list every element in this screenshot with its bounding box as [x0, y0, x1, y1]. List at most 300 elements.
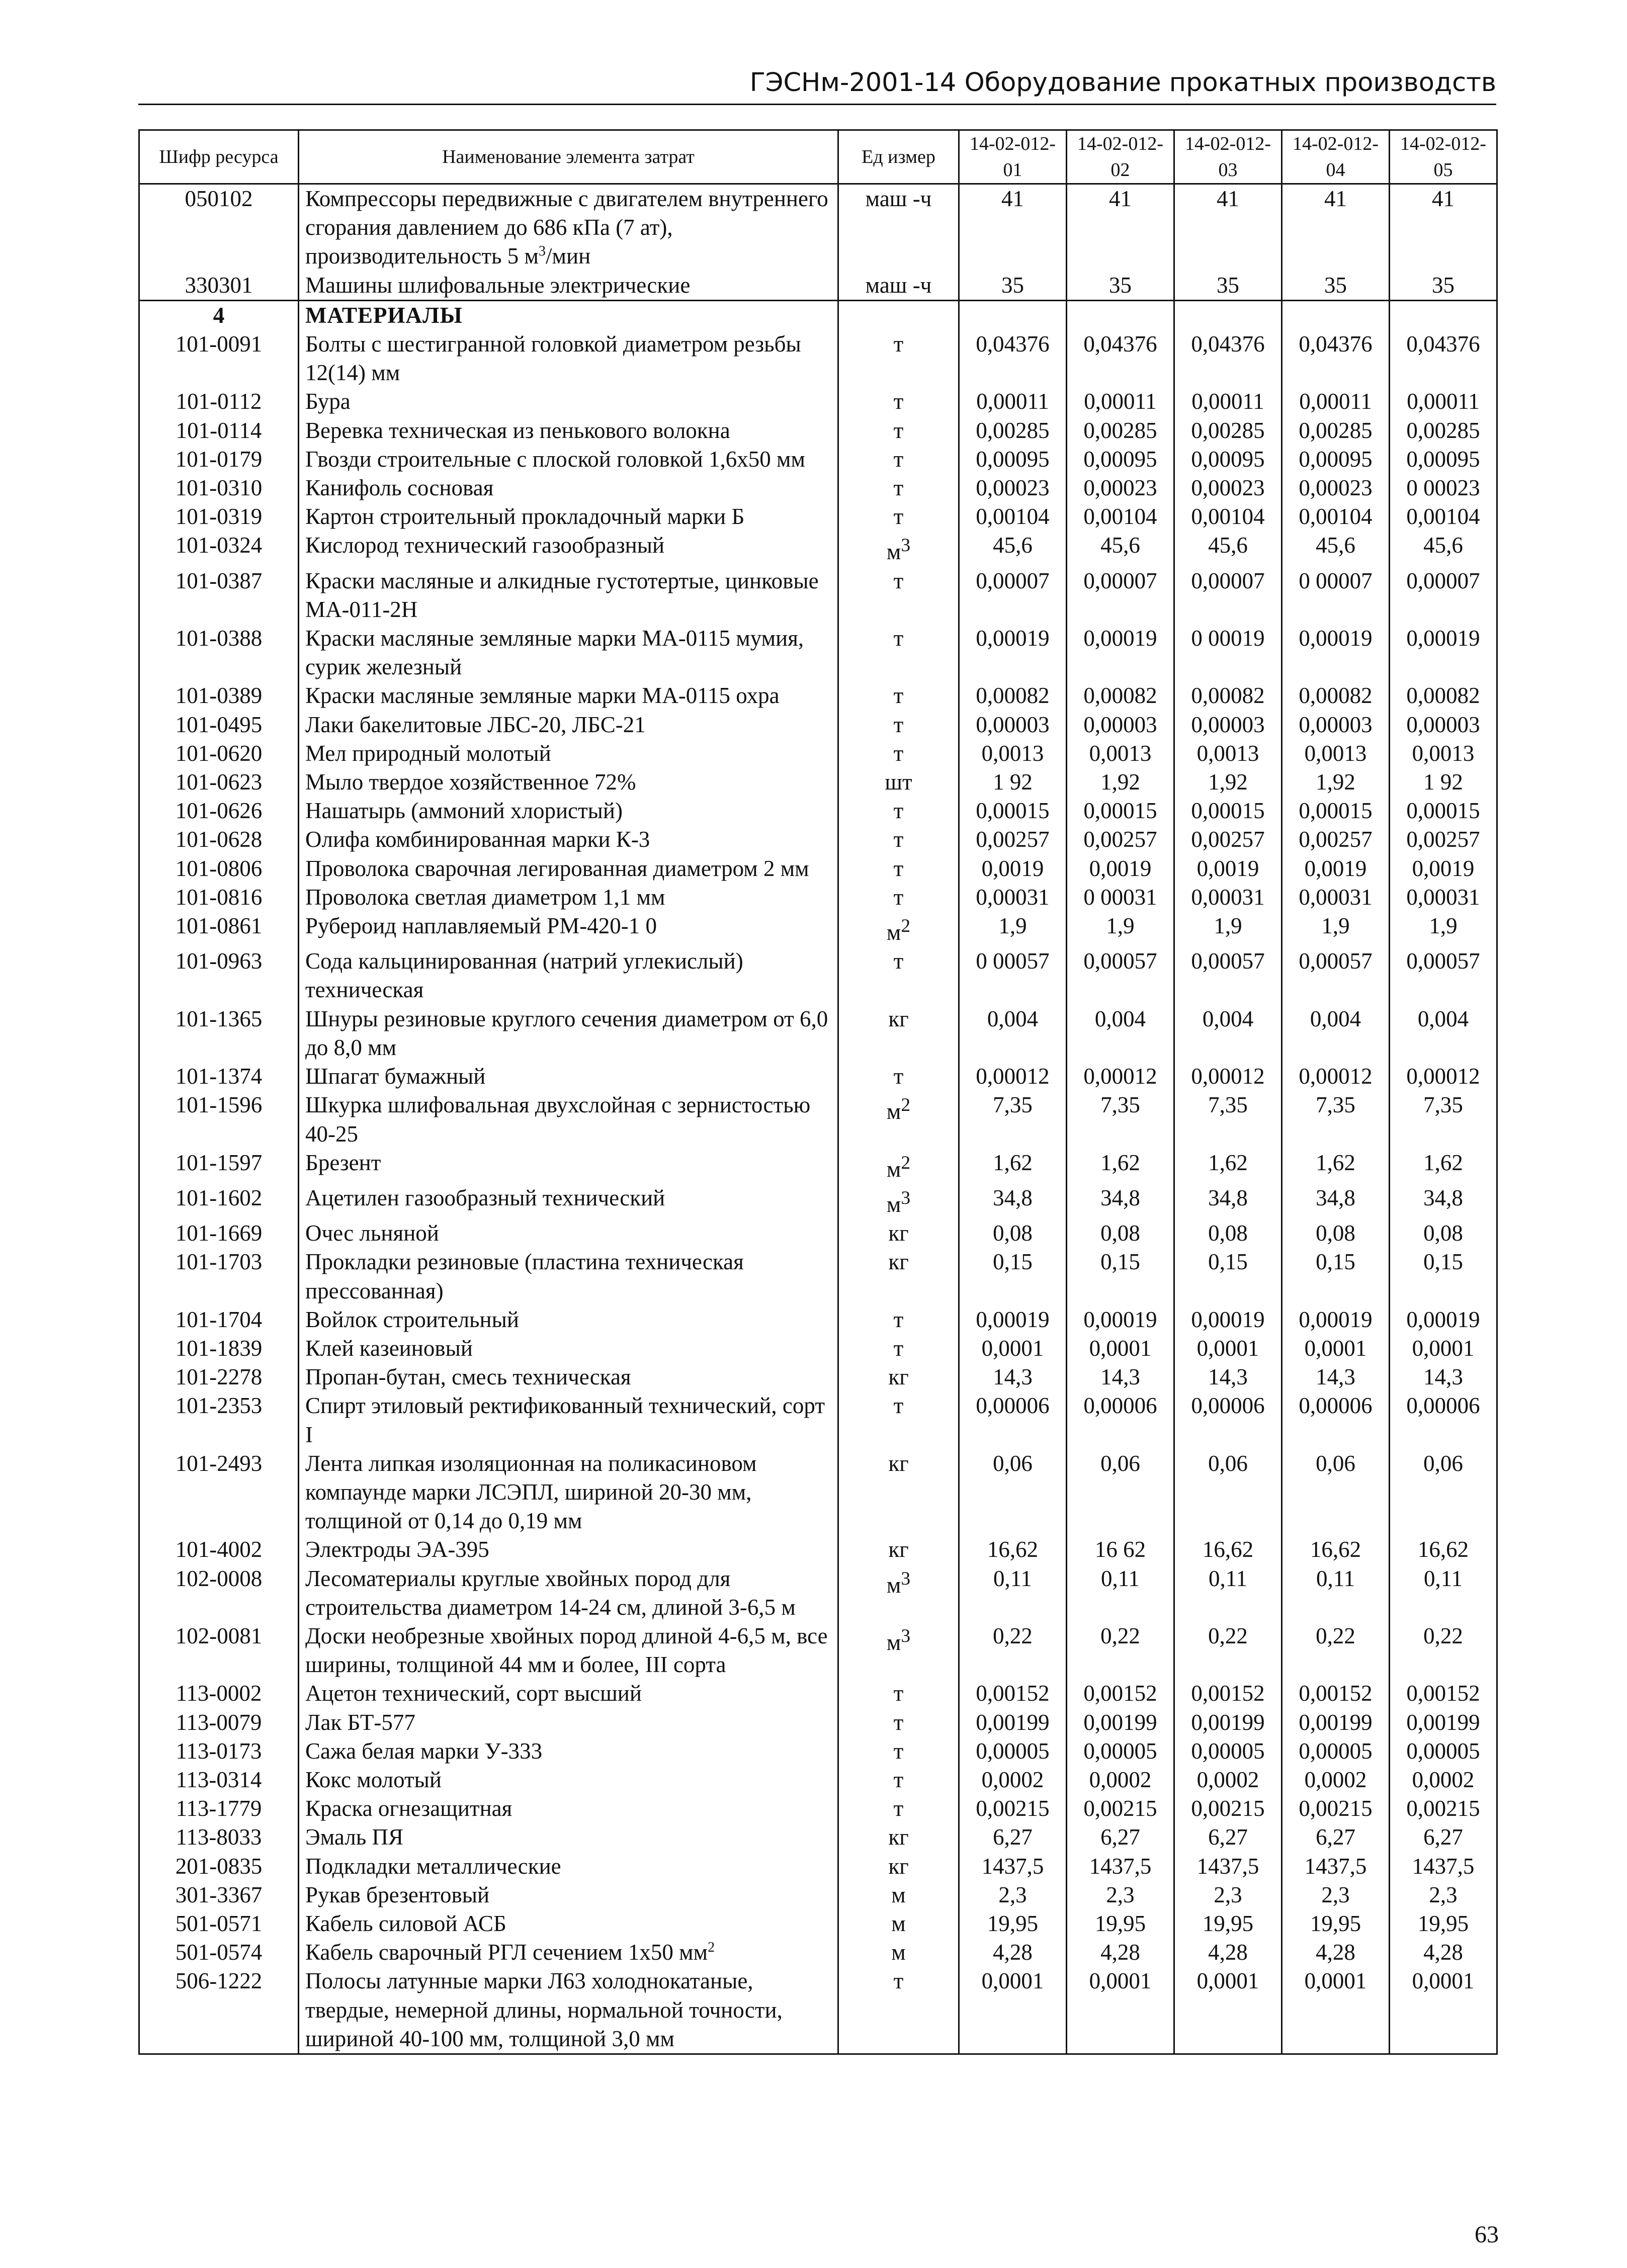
value-cell: 0,00057	[1390, 947, 1497, 1004]
value-cell: 0,00057	[1282, 947, 1390, 1004]
value-cell: 0,00095	[959, 445, 1067, 474]
value-cell	[1174, 300, 1282, 330]
unit-cell: маш -ч	[838, 184, 959, 271]
value-cell: 0,004	[1390, 1005, 1497, 1062]
resource-name: Картон строительный прокладочный марки Б	[299, 502, 838, 531]
value-cell: 0,22	[959, 1622, 1067, 1679]
value-cell: 0,00005	[959, 1737, 1067, 1766]
value-cell: 6,27	[1282, 1823, 1390, 1852]
value-cell: 0,0013	[1174, 739, 1282, 768]
value-cell: 7,35	[1282, 1091, 1390, 1148]
value-cell: 0,00006	[1067, 1391, 1174, 1449]
unit-cell: т	[838, 1391, 959, 1449]
value-cell: 0,00019	[1282, 624, 1390, 681]
unit-cell: $м^3$	[838, 1564, 959, 1622]
table-row	[139, 1766, 1497, 1794]
value-cell: 0,00012	[1282, 1062, 1390, 1091]
resource-name: Машины шлифовальные электрические	[299, 271, 838, 301]
unit-cell: $м^3$	[838, 531, 959, 566]
value-cell: 0,004	[1174, 1005, 1282, 1062]
resource-code: 101-0388	[139, 624, 299, 681]
value-cell: 0,00095	[1390, 445, 1497, 474]
table-row	[139, 1679, 1497, 1708]
unit-cell: т	[838, 567, 959, 624]
resource-code: 4	[139, 300, 299, 330]
value-cell: 41	[1174, 184, 1282, 271]
value-cell: 0,00007	[1067, 567, 1174, 624]
table-body	[139, 184, 1497, 2054]
value-cell: 2,3	[959, 1881, 1067, 1909]
value-cell: 0,00095	[1282, 445, 1390, 474]
value-cell: 0,0002	[1067, 1766, 1174, 1794]
unit-cell: т	[838, 330, 959, 387]
resource-name: Гвозди строительные с плоской головкой 1,6х50 мм	[299, 445, 838, 474]
value-cell: 0 00023	[1390, 474, 1497, 502]
table-row	[139, 1708, 1497, 1737]
col-header-v5: 14-02-012-05	[1390, 130, 1497, 184]
table-row	[139, 1219, 1497, 1248]
unit-cell: м	[838, 1909, 959, 1938]
resource-name: Кокс молотый	[299, 1766, 838, 1794]
resource-name: Брезент	[299, 1149, 838, 1184]
unit-cell: т	[838, 947, 959, 1004]
value-cell: 0,00215	[959, 1794, 1067, 1823]
value-cell: 0,0019	[1282, 854, 1390, 883]
value-cell: 0,00215	[1390, 1794, 1497, 1823]
value-cell: 0,0019	[1390, 854, 1497, 883]
value-cell: 0,0019	[1067, 854, 1174, 883]
value-cell	[1282, 300, 1390, 330]
value-cell: 0,00023	[1282, 474, 1390, 502]
value-cell: 0,00199	[1174, 1708, 1282, 1737]
value-cell: 0,00082	[1282, 681, 1390, 710]
value-cell: 4,28	[1067, 1938, 1174, 1967]
unit-cell: маш -ч	[838, 271, 959, 301]
value-cell: 0,004	[959, 1005, 1067, 1062]
resource-name: Полосы латунные марки Л63 холоднокатаные, твердые, немерной длины, нормальной точности, шириной 40-100 мм, толщиной 3,0 мм	[299, 1967, 838, 2054]
resource-code: 101-2278	[139, 1363, 299, 1391]
value-cell: 0,00011	[1282, 387, 1390, 416]
table-row	[139, 947, 1497, 1004]
value-cell: 0,06	[1067, 1449, 1174, 1536]
value-cell: 2,3	[1282, 1881, 1390, 1909]
value-cell: 0 00057	[959, 947, 1067, 1004]
resource-code: 101-0091	[139, 330, 299, 387]
value-cell: 41	[1067, 184, 1174, 271]
value-cell: 0,22	[1282, 1622, 1390, 1679]
resource-code: 101-0963	[139, 947, 299, 1004]
table-row	[139, 1823, 1497, 1852]
value-cell: 0,00152	[1067, 1679, 1174, 1708]
value-cell: 45,6	[1390, 531, 1497, 566]
value-cell: 4,28	[1390, 1938, 1497, 1967]
value-cell: 1,62	[1390, 1149, 1497, 1184]
table-row	[139, 1622, 1497, 1679]
value-cell: 0,00215	[1067, 1794, 1174, 1823]
value-cell: 45,6	[1174, 531, 1282, 566]
value-cell: 14,3	[1390, 1363, 1497, 1391]
value-cell: 0,11	[1390, 1564, 1497, 1622]
resource-code: 113-8033	[139, 1823, 299, 1852]
table-row	[139, 1794, 1497, 1823]
value-cell: 0,00104	[1390, 502, 1497, 531]
resource-code: 101-0626	[139, 797, 299, 825]
value-cell: 16,62	[1282, 1535, 1390, 1564]
table-row	[139, 681, 1497, 710]
resource-code: 102-0081	[139, 1622, 299, 1679]
value-cell: 6,27	[1174, 1823, 1282, 1852]
value-cell: 1,9	[1174, 912, 1282, 947]
unit-cell: $м^2$	[838, 1149, 959, 1184]
value-cell: 0,08	[1067, 1219, 1174, 1248]
resource-code: 101-0628	[139, 825, 299, 854]
page-header-title: ГЭСНм-2001-14 Оборудование прокатных производств	[749, 68, 1496, 98]
value-cell: 4,28	[959, 1938, 1067, 1967]
unit-cell: кг	[838, 1219, 959, 1248]
resource-name: Компрессоры передвижные с двигателем внутреннего сгорания давлением до 686 кПа (7 ат), производительность 5 $м^3$/мин	[299, 184, 838, 271]
value-cell: 0,00031	[959, 883, 1067, 912]
value-cell: 0,00082	[1390, 681, 1497, 710]
value-cell: 0,00152	[1390, 1679, 1497, 1708]
value-cell: 0,0013	[959, 739, 1067, 768]
value-cell: 0,00011	[959, 387, 1067, 416]
unit-cell: т	[838, 797, 959, 825]
unit-cell: $м^3$	[838, 1184, 959, 1219]
resource-code: 101-1597	[139, 1149, 299, 1184]
resource-code: 501-0571	[139, 1909, 299, 1938]
resource-code: 101-0861	[139, 912, 299, 947]
unit-cell: т	[838, 1967, 959, 2054]
value-cell: 0,22	[1174, 1622, 1282, 1679]
value-cell: 0,00012	[1174, 1062, 1282, 1091]
value-cell: 0,0001	[1282, 1967, 1390, 2054]
resource-name: Эмаль ПЯ	[299, 1823, 838, 1852]
value-cell: 1,9	[1282, 912, 1390, 947]
value-cell: 35	[1390, 271, 1497, 301]
section-row	[139, 300, 1497, 330]
table-row	[139, 1305, 1497, 1334]
unit-cell: кг	[838, 1005, 959, 1062]
value-cell: 34,8	[1390, 1184, 1497, 1219]
resource-code: 101-0387	[139, 567, 299, 624]
value-cell: 0,0013	[1282, 739, 1390, 768]
table-row	[139, 768, 1497, 797]
value-cell: 14,3	[1067, 1363, 1174, 1391]
resource-name: Шнуры резиновые круглого сечения диаметром от 6,0 до 8,0 мм	[299, 1005, 838, 1062]
value-cell: 0,08	[1174, 1219, 1282, 1248]
table-row	[139, 1391, 1497, 1449]
value-cell: 0,15	[1067, 1248, 1174, 1305]
value-cell: 0,06	[1174, 1449, 1282, 1536]
unit-cell: т	[838, 1679, 959, 1708]
value-cell: 0,04376	[1282, 330, 1390, 387]
unit-cell: т	[838, 416, 959, 445]
value-cell: 0,00104	[1067, 502, 1174, 531]
value-cell: 0,11	[1174, 1564, 1282, 1622]
value-cell: 0,00257	[1390, 825, 1497, 854]
resource-code: 101-0389	[139, 681, 299, 710]
table-row	[139, 1938, 1497, 1967]
resource-name: Канифоль сосновая	[299, 474, 838, 502]
resource-code: 113-0079	[139, 1708, 299, 1737]
resource-name: Краска огнезащитная	[299, 1794, 838, 1823]
resource-code: 101-0623	[139, 768, 299, 797]
value-cell: 19,95	[959, 1909, 1067, 1938]
value-cell: 0 00007	[1282, 567, 1390, 624]
resource-code: 101-0310	[139, 474, 299, 502]
value-cell	[959, 300, 1067, 330]
value-cell: 0,00015	[959, 797, 1067, 825]
resource-name: Сода кальцинированная (натрий углекислый) техническая	[299, 947, 838, 1004]
value-cell: 0,00257	[1067, 825, 1174, 854]
value-cell: 14,3	[1174, 1363, 1282, 1391]
unit-cell: кг	[838, 1248, 959, 1305]
value-cell: 0,00005	[1390, 1737, 1497, 1766]
unit-cell: кг	[838, 1535, 959, 1564]
resource-name: Очес льняной	[299, 1219, 838, 1248]
unit-cell: т	[838, 739, 959, 768]
value-cell: 0,04376	[1174, 330, 1282, 387]
unit-cell: т	[838, 711, 959, 739]
resource-code: 101-1365	[139, 1005, 299, 1062]
value-cell: 45,6	[1067, 531, 1174, 566]
resource-name: Доски необрезные хвойных пород длиной 4-6,5 м, все ширины, толщиной 44 мм и более, III сорта	[299, 1622, 838, 1679]
value-cell: 0,00285	[1067, 416, 1174, 445]
table-row	[139, 1184, 1497, 1219]
value-cell: 0,00082	[1174, 681, 1282, 710]
value-cell: 1437,5	[1282, 1852, 1390, 1881]
value-cell: 0,0001	[1174, 1334, 1282, 1363]
table-row	[139, 445, 1497, 474]
resource-name: Ацетон технический, сорт высший	[299, 1679, 838, 1708]
value-cell: 0,00003	[959, 711, 1067, 739]
table-row	[139, 330, 1497, 387]
value-cell: 35	[1174, 271, 1282, 301]
table-row	[139, 1248, 1497, 1305]
value-cell: 7,35	[1390, 1091, 1497, 1148]
resource-code: 201-0835	[139, 1852, 299, 1881]
value-cell: 0,0013	[1067, 739, 1174, 768]
value-cell: 0,0001	[959, 1334, 1067, 1363]
resource-code: 102-0008	[139, 1564, 299, 1622]
value-cell: 0,00003	[1390, 711, 1497, 739]
value-cell: 0,00011	[1174, 387, 1282, 416]
value-cell: 16 62	[1067, 1535, 1174, 1564]
value-cell: 1437,5	[959, 1852, 1067, 1881]
unit-cell: т	[838, 1708, 959, 1737]
value-cell: 41	[1282, 184, 1390, 271]
resource-code: 101-1704	[139, 1305, 299, 1334]
value-cell: 0,00019	[1282, 1305, 1390, 1334]
value-cell: 19,95	[1067, 1909, 1174, 1938]
unit-cell: т	[838, 1305, 959, 1334]
value-cell: 35	[1067, 271, 1174, 301]
value-cell: 0 00031	[1067, 883, 1174, 912]
resource-name: Спирт этиловый ректификованный технический, сорт I	[299, 1391, 838, 1449]
resource-name: Краски масляные и алкидные густотертые, цинковые МА-011-2Н	[299, 567, 838, 624]
table-row	[139, 1967, 1497, 2054]
value-cell: 0,00215	[1282, 1794, 1390, 1823]
value-cell: 0,00152	[1174, 1679, 1282, 1708]
value-cell: 0,00019	[1174, 1305, 1282, 1334]
table-row	[139, 797, 1497, 825]
value-cell: 0,0013	[1390, 739, 1497, 768]
value-cell: 0,00095	[1174, 445, 1282, 474]
col-header-v3: 14-02-012-03	[1174, 130, 1282, 184]
value-cell: 0,004	[1067, 1005, 1174, 1062]
col-header-code: Шифр ресурса	[139, 130, 299, 184]
unit-cell: т	[838, 1737, 959, 1766]
value-cell: 0,00019	[1390, 624, 1497, 681]
value-cell: 0,00007	[959, 567, 1067, 624]
value-cell: 4,28	[1282, 1938, 1390, 1967]
table-row	[139, 825, 1497, 854]
unit-cell: $м^2$	[838, 912, 959, 947]
value-cell: 0,0002	[959, 1766, 1067, 1794]
unit-cell: кг	[838, 1363, 959, 1391]
table-row	[139, 1334, 1497, 1363]
value-cell: 7,35	[959, 1091, 1067, 1148]
unit-cell: т	[838, 883, 959, 912]
value-cell: 0,04376	[959, 330, 1067, 387]
value-cell: 0,15	[1174, 1248, 1282, 1305]
value-cell: 0,00006	[1390, 1391, 1497, 1449]
resource-name: Клей казеиновый	[299, 1334, 838, 1363]
value-cell: 0,00104	[959, 502, 1067, 531]
value-cell: 0,00199	[959, 1708, 1067, 1737]
value-cell	[1067, 300, 1174, 330]
value-cell: 1,9	[959, 912, 1067, 947]
value-cell: 0,08	[1390, 1219, 1497, 1248]
value-cell: 1437,5	[1390, 1852, 1497, 1881]
value-cell: 0,00199	[1282, 1708, 1390, 1737]
resource-name: Рукав брезентовый	[299, 1881, 838, 1909]
resource-name: Войлок строительный	[299, 1305, 838, 1334]
resource-code: 501-0574	[139, 1938, 299, 1967]
table-row	[139, 271, 1497, 301]
resource-name: Сажа белая марки У-333	[299, 1737, 838, 1766]
resource-name: Лаки бакелитовые ЛБС-20, ЛБС-21	[299, 711, 838, 739]
resource-name: Кабель силовой АСБ	[299, 1909, 838, 1938]
value-cell: 0,00006	[1174, 1391, 1282, 1449]
value-cell: 0,06	[1390, 1449, 1497, 1536]
col-header-name: Наименование элемента затрат	[299, 130, 838, 184]
table-row	[139, 1149, 1497, 1184]
value-cell: 0,00003	[1282, 711, 1390, 739]
table-row	[139, 1737, 1497, 1766]
value-cell: 0,00199	[1067, 1708, 1174, 1737]
resource-name: Ацетилен газообразный технический	[299, 1184, 838, 1219]
table-row	[139, 1909, 1497, 1938]
value-cell: 7,35	[1067, 1091, 1174, 1148]
value-cell: 0,00023	[1174, 474, 1282, 502]
unit-cell: т	[838, 502, 959, 531]
value-cell: 6,27	[1390, 1823, 1497, 1852]
value-cell: 16,62	[959, 1535, 1067, 1564]
resource-name: Болты с шестигранной головкой диаметром резьбы 12(14) мм	[299, 330, 838, 387]
value-cell: 1,62	[1067, 1149, 1174, 1184]
value-cell: 0,00095	[1067, 445, 1174, 474]
resource-code: 101-0816	[139, 883, 299, 912]
unit-cell: т	[838, 854, 959, 883]
value-cell: 0,0019	[1174, 854, 1282, 883]
resource-name: Олифа комбинированная марки К-3	[299, 825, 838, 854]
resource-code: 101-0324	[139, 531, 299, 566]
table-row	[139, 1881, 1497, 1909]
col-header-v1: 14-02-012-01	[959, 130, 1067, 184]
resource-name: Мел природный молотый	[299, 739, 838, 768]
table-row	[139, 531, 1497, 566]
value-cell: 0,00015	[1174, 797, 1282, 825]
resource-code: 101-1596	[139, 1091, 299, 1148]
resource-name: Краски масляные земляные марки МА-0115 мумия, сурик железный	[299, 624, 838, 681]
value-cell: 0,004	[1282, 1005, 1390, 1062]
resource-code: 113-1779	[139, 1794, 299, 1823]
value-cell: 0 00019	[1174, 624, 1282, 681]
unit-cell: т	[838, 681, 959, 710]
table-row	[139, 912, 1497, 947]
table-row	[139, 711, 1497, 739]
value-cell: 0,00015	[1067, 797, 1174, 825]
unit-cell: т	[838, 1766, 959, 1794]
table-row	[139, 184, 1497, 271]
value-cell: 0,00031	[1390, 883, 1497, 912]
table-header	[139, 130, 1497, 184]
value-cell: 0,00152	[959, 1679, 1067, 1708]
value-cell: 0,00019	[1067, 624, 1174, 681]
table-row	[139, 1363, 1497, 1391]
value-cell: 0,00003	[1067, 711, 1174, 739]
resource-name: Краски масляные земляные марки МА-0115 охра	[299, 681, 838, 710]
value-cell: 1,62	[959, 1149, 1067, 1184]
value-cell: 0,15	[1390, 1248, 1497, 1305]
value-cell: 16,62	[1390, 1535, 1497, 1564]
value-cell: 0,0001	[1067, 1334, 1174, 1363]
value-cell: 2,3	[1067, 1881, 1174, 1909]
value-cell: 0,00012	[1390, 1062, 1497, 1091]
value-cell: 6,27	[1067, 1823, 1174, 1852]
value-cell: 0,11	[1282, 1564, 1390, 1622]
value-cell: 0,00019	[959, 1305, 1067, 1334]
unit-cell: т	[838, 825, 959, 854]
unit-cell: т	[838, 445, 959, 474]
col-header-v2: 14-02-012-02	[1067, 130, 1174, 184]
resource-name: Прокладки резиновые (пластина техническая прессованная)	[299, 1248, 838, 1305]
resource-name: Нашатырь (аммоний хлористый)	[299, 797, 838, 825]
value-cell: 0,00011	[1390, 387, 1497, 416]
value-cell: 0,00023	[959, 474, 1067, 502]
value-cell: 0,0001	[1067, 1967, 1174, 2054]
value-cell: 0,00104	[1282, 502, 1390, 531]
value-cell: 0,04376	[1067, 330, 1174, 387]
resource-code: 506-1222	[139, 1967, 299, 2054]
resource-code: 113-0173	[139, 1737, 299, 1766]
resource-table	[138, 129, 1498, 2055]
value-cell: 0,0001	[1174, 1967, 1282, 2054]
resource-name: МАТЕРИАЛЫ	[299, 300, 838, 330]
value-cell: 1,92	[1067, 768, 1174, 797]
value-cell: 35	[1282, 271, 1390, 301]
value-cell: 0,00005	[1174, 1737, 1282, 1766]
col-header-unit: Ед измер	[838, 130, 959, 184]
value-cell: 0,04376	[1390, 330, 1497, 387]
resource-code: 101-1703	[139, 1248, 299, 1305]
value-cell: 0,00082	[1067, 681, 1174, 710]
value-cell: 0,00019	[1390, 1305, 1497, 1334]
value-cell: 1,9	[1390, 912, 1497, 947]
value-cell: 0,0001	[1390, 1334, 1497, 1363]
table-row	[139, 854, 1497, 883]
